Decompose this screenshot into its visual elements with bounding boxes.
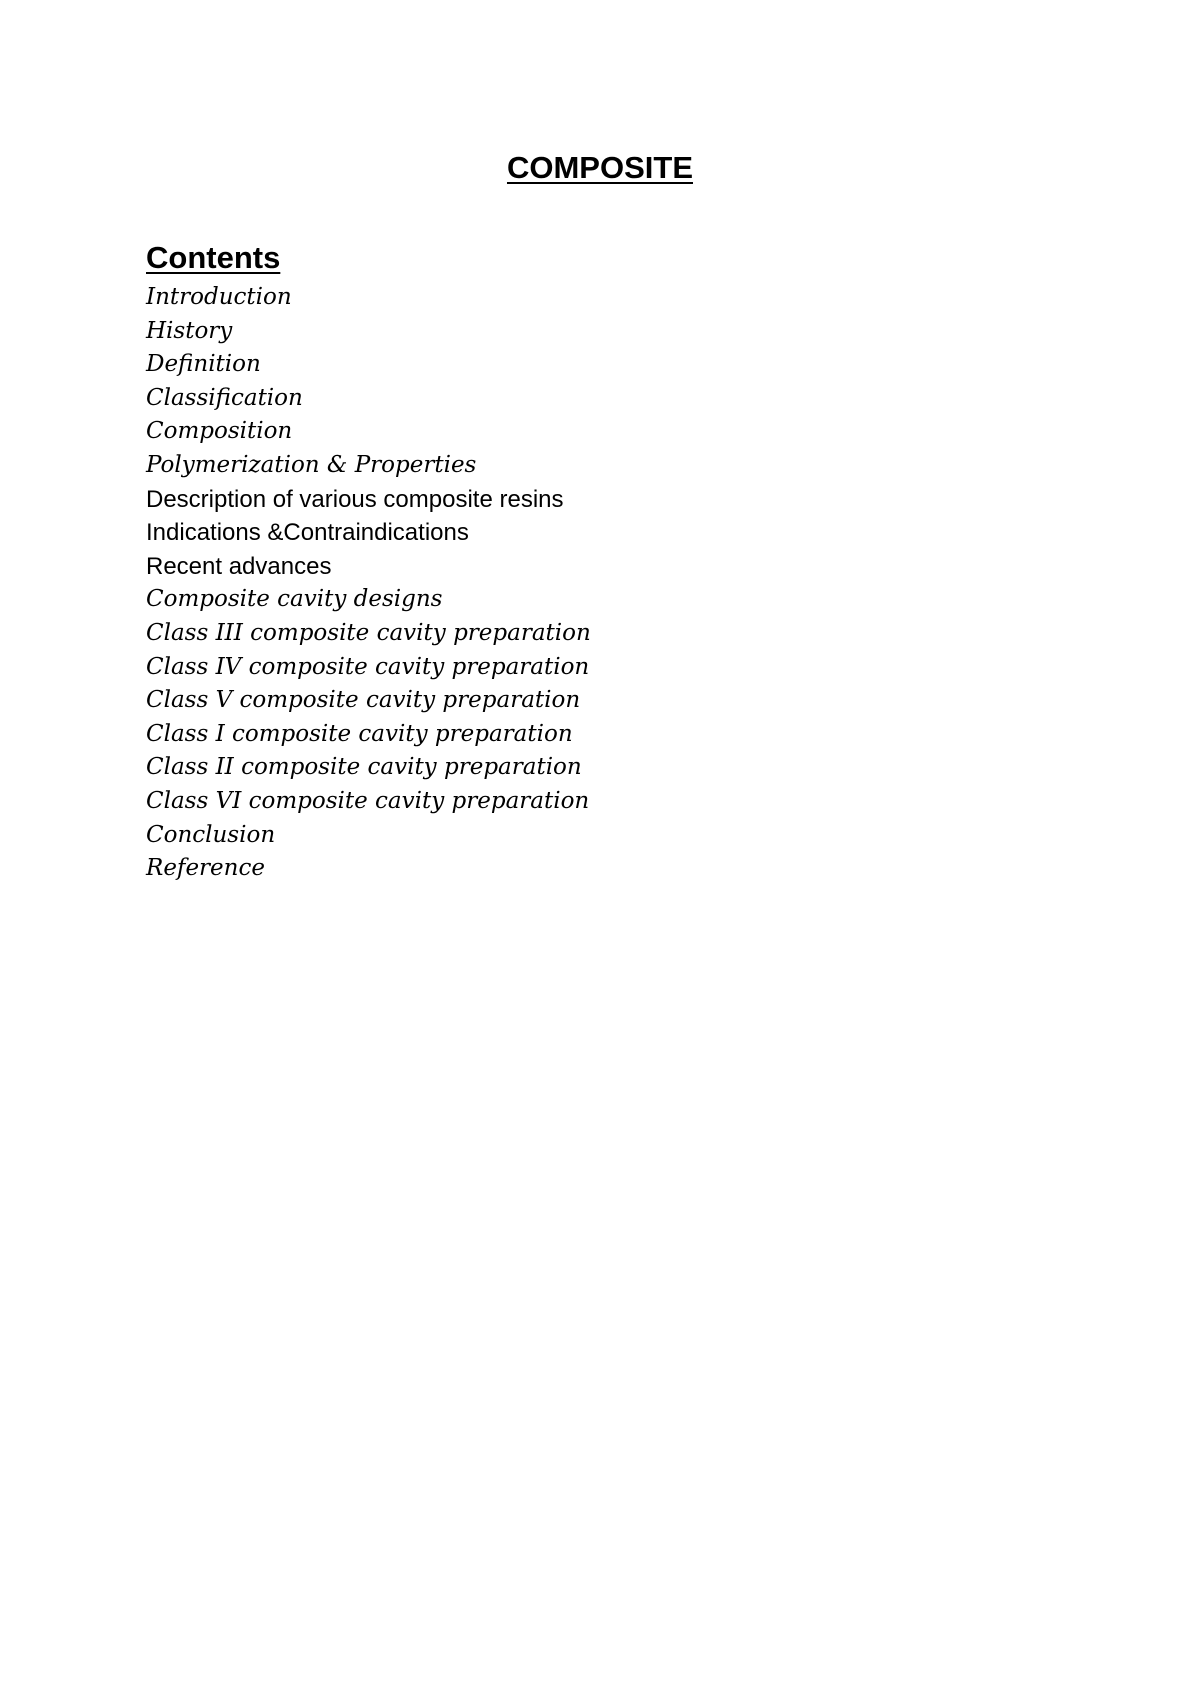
toc-item: Conclusion — [146, 821, 276, 848]
toc-item: Definition — [146, 351, 261, 378]
toc-item: Class III composite cavity preparation — [146, 619, 591, 646]
toc-item: Composition — [146, 418, 293, 445]
table-of-contents — [146, 281, 591, 886]
toc-item: Recent advances — [146, 552, 332, 580]
toc-item: History — [146, 317, 233, 344]
toc-item: Classification — [146, 384, 303, 411]
toc-item: Description of various composite resins — [146, 485, 564, 513]
toc-item: Class II composite cavity preparation — [146, 754, 582, 781]
toc-item: Class I composite cavity preparation — [146, 720, 573, 747]
document-title: COMPOSITE — [506, 150, 693, 185]
toc-item: Composite cavity designs — [146, 586, 443, 613]
toc-item: Indications &Contraindications — [146, 519, 469, 547]
toc-item: Class IV composite cavity preparation — [146, 653, 590, 680]
contents-heading: Contents — [146, 240, 281, 275]
toc-item: Class VI composite cavity preparation — [146, 787, 590, 814]
toc-item: Polymerization & Properties — [146, 451, 477, 478]
toc-item: Class V composite cavity preparation — [146, 687, 581, 714]
toc-item: Introduction — [146, 284, 292, 310]
toc-item: Reference — [146, 855, 265, 882]
